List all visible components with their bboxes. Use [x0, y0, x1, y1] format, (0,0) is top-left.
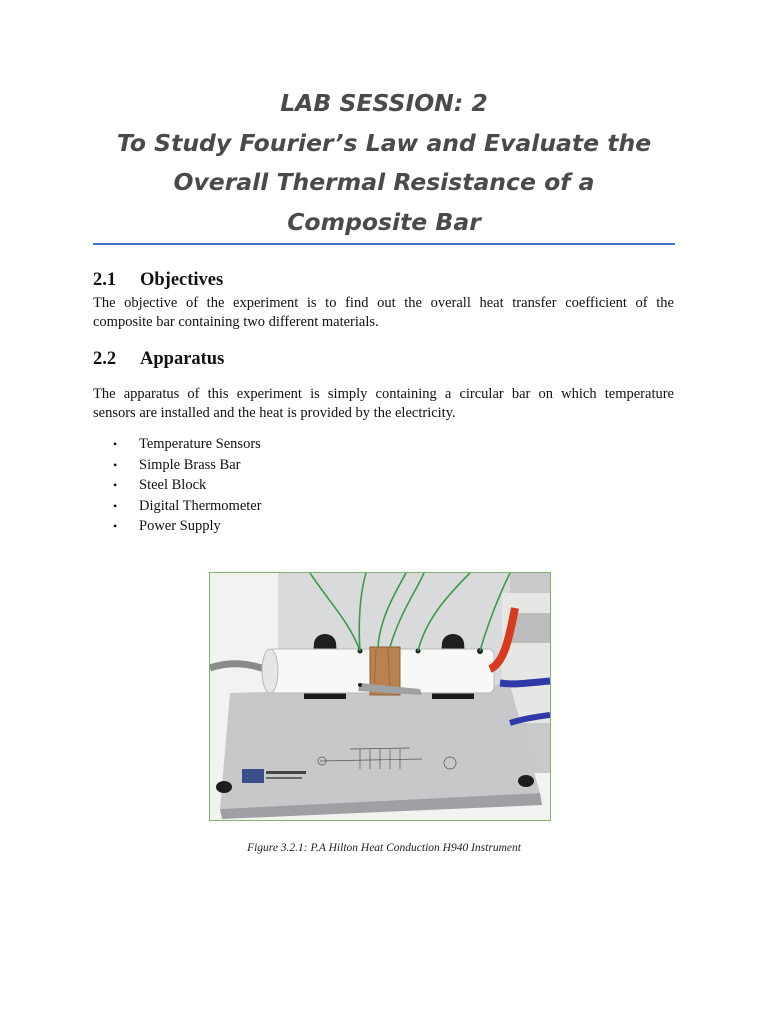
- paragraph-line: The objective of the experiment is to find out the overall heat transfer coefficient of the: [93, 295, 674, 311]
- bullet-icon: •: [113, 457, 118, 472]
- apparatus-illustration: [210, 573, 550, 820]
- figure-caption: Figure 3.2.1: P.A Hilton Heat Conduction H940 Instrument: [247, 842, 521, 854]
- section-heading-apparatus: [93, 349, 224, 370]
- paragraph-line: sensors are installed and the heat is provided by the electricity.: [93, 405, 456, 421]
- document-title: [60, 84, 708, 242]
- apparatus-paragraph: [93, 385, 674, 423]
- title-underline: [93, 243, 675, 245]
- bullet-icon: •: [113, 519, 118, 533]
- section-heading-objectives: [93, 270, 223, 291]
- section-title: Apparatus: [140, 349, 225, 369]
- bullet-icon: •: [113, 437, 118, 451]
- paragraph-line: The apparatus of this experiment is simply containing a circular bar on which temperature: [93, 386, 674, 402]
- title-line-1: LAB SESSION: 2: [280, 89, 488, 117]
- title-line-4: Composite Bar: [287, 207, 481, 236]
- list-item: [113, 496, 262, 517]
- list-item-text: Temperature Sensors: [139, 436, 261, 452]
- list-item: [113, 455, 262, 476]
- list-item-text: Simple Brass Bar: [139, 456, 241, 473]
- list-item: [113, 434, 262, 455]
- section-number: 2.2: [93, 349, 117, 369]
- list-item-text: Steel Block: [139, 477, 207, 493]
- bullet-icon: •: [113, 498, 118, 513]
- list-item-text: Power Supply: [139, 518, 221, 534]
- paragraph-line: composite bar containing two different materials.: [93, 314, 379, 330]
- apparatus-photo: [209, 572, 551, 821]
- section-number: 2.1: [93, 270, 117, 290]
- title-line-3: Overall Thermal Resistance of a: [173, 168, 595, 196]
- list-item-text: Digital Thermometer: [139, 497, 262, 514]
- objectives-paragraph: [93, 294, 674, 332]
- apparatus-list: [113, 434, 262, 537]
- title-line-2: To Study Fourier’s Law and Evaluate the: [116, 128, 652, 157]
- section-title: Objectives: [140, 270, 224, 290]
- list-item: [113, 475, 262, 496]
- bullet-icon: •: [113, 478, 118, 492]
- list-item: [113, 516, 262, 537]
